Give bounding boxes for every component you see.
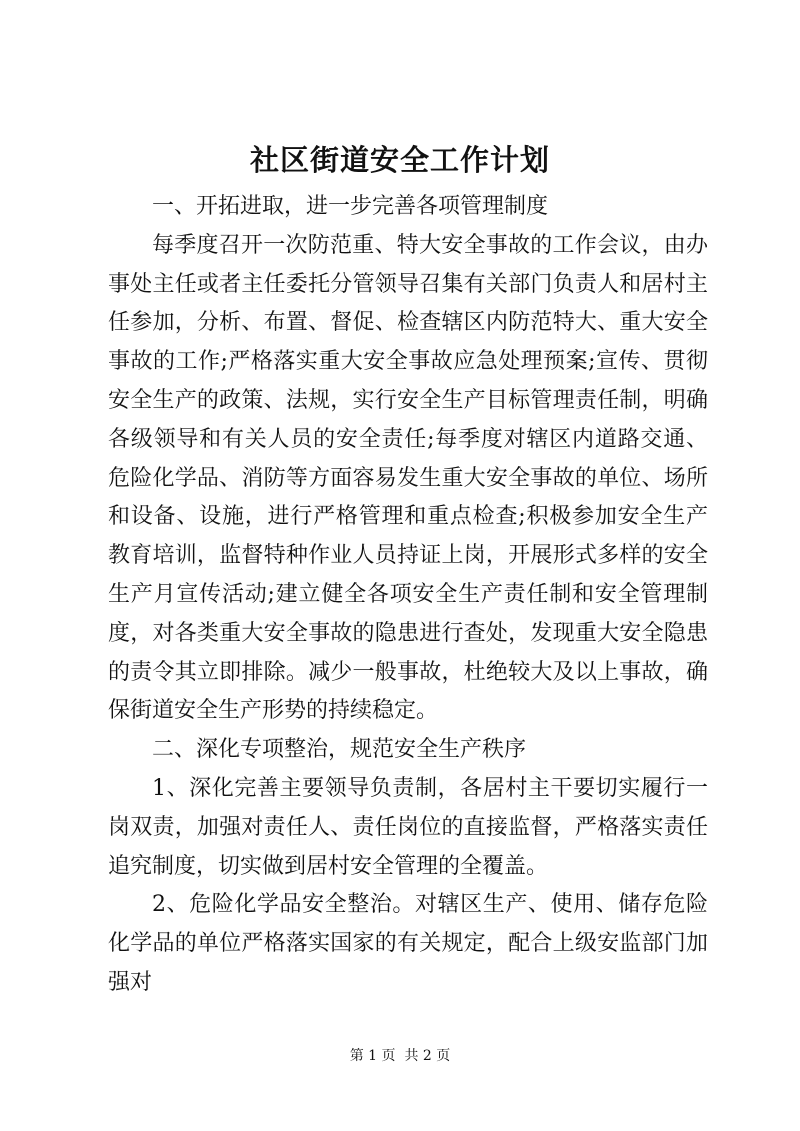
document-title: 社区街道安全工作计划 [249,143,550,177]
page-number-label: 第 1 页 共 2 页 [349,1048,451,1064]
section-heading: 二、深化专项整治，规范安全生产秩序 [152,737,527,763]
paragraph: 2、危险化学品安全整治。对辖区生产、使用、储存危险化学品的单位严格落实国家的有关规定，配合上级安监部门加强对 [108,892,708,995]
paragraph: 1、深化完善主要领导负责制，各居村主干要切实履行一岗双责，加强对责任人、责任岗位的直接监督，严格落实责任追究制度，切实做到居村安全管理的全覆盖。 [108,775,708,879]
paragraph: 每季度召开一次防范重、特大安全事故的工作会议，由办事处主任或者主任委托分管领导召集有关部门负责人和居村主任参加，分析、布置、督促、检查辖区内防范特大、重大安全事故的工作;严格落实重大安全事故应急处理预案;宣传、贯彻安全生产的政策、法规，实行安全生产目标管理责任制，明确各级领导和有关人员的安全责任;每季度对辖区内道路交通、危险化学品、消防等方面容易发生重大安全事故的单位、场所和设备、设施，进行严格管理和重点检查;积极参加安全生产教育培训，监督特种作业人员持证上岗，开展形式多样的安全生产月宣传活动;建立健全各项安全生产责任制和安全管理制度，对各类重大安全事故的隐患进行查处，发现重大安全隐患的责令其立即排除。减少一般事故，杜绝较大及以上事故，确保街道安全生产形势的持续稳定。 [108,232,708,724]
section-heading: 一、开拓进取，进一步完善各项管理制度 [152,194,549,219]
document-body [108,188,708,1003]
page-footer [0,1046,800,1066]
